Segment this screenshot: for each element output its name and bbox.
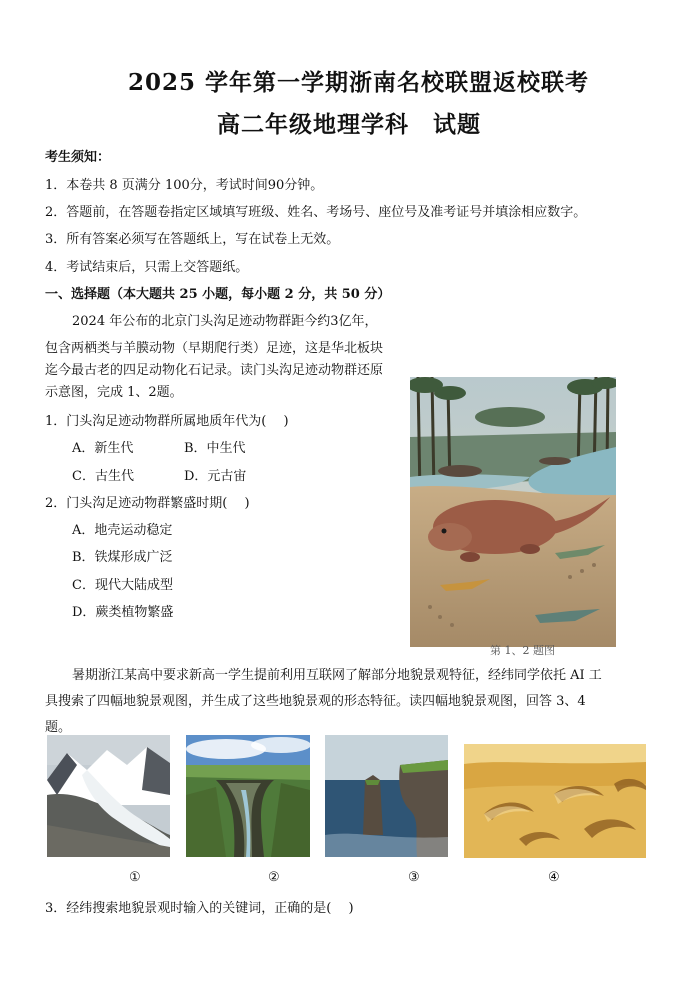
question-2-stem: 2．门头沟足迹动物群繁盛时期( ) <box>45 496 250 511</box>
question-2-option-a: A．地壳运动稳定 <box>72 523 173 538</box>
photo-label-4: ④ <box>548 870 560 885</box>
notice-item: 3．所有答案必须写在答题纸上，写在试卷上无效。 <box>45 232 340 247</box>
landform-photo-sea-stack <box>325 735 448 857</box>
passage-line: 包含两栖类与羊膜动物（早期爬行类）足迹，这是华北板块 <box>45 341 384 356</box>
passage-line: 具搜索了四幅地貌景观图，并生成了这些地貌景观的形态特征。读四幅地貌景观图，回答 3、4 <box>45 694 586 709</box>
notice-item: 1．本卷共 8 页满分 100分，考试时间90分钟。 <box>45 178 324 193</box>
notice-item: 4．考试结束后，只需上交答题纸。 <box>45 260 249 275</box>
fossil-reconstruction-image <box>410 377 616 647</box>
question-3-stem: 3．经纬搜索地貌景观时输入的关键词，正确的是( ) <box>45 901 354 916</box>
passage-line: 示意图，完成 1、2题。 <box>45 385 183 400</box>
figure-caption: 第 1、2 题图 <box>490 644 555 657</box>
passage-line: 暑期浙江某高中要求新高一学生提前利用互联网了解部分地貌景观特征，经纬同学依托 AI 工 <box>72 668 602 683</box>
photo-label-3: ③ <box>408 870 420 885</box>
question-1-option-a: A．新生代 <box>72 441 134 456</box>
notice-item: 2．答题前，在答题卷指定区域填写班级、姓名、考场号、座位号及准考证号并填涂相应数字。 <box>45 205 587 220</box>
photo-label-1: ① <box>129 870 141 885</box>
question-2-option-c: C．现代大陆成型 <box>72 578 173 593</box>
exam-title: 2025 学年第一学期浙南名校联盟返校联考 <box>128 69 590 96</box>
photo-label-2: ② <box>268 870 280 885</box>
question-1-option-d: D．元古宙 <box>184 469 247 484</box>
notice-heading: 考生须知： <box>45 150 111 165</box>
question-2-option-b: B．铁煤形成广泛 <box>72 550 173 565</box>
landform-photo-canyon <box>186 735 310 857</box>
question-2-option-d: D．蕨类植物繁盛 <box>72 605 174 620</box>
passage-line: 2024 年公布的北京门头沟足迹动物群距今约3亿年， <box>72 314 378 329</box>
landform-photo-glacier <box>47 735 170 857</box>
section-heading: 一、选择题（本大题共 25 小题，每小题 2 分，共 50 分） <box>45 287 391 302</box>
question-1-stem: 1．门头沟足迹动物群所属地质年代为( ) <box>45 414 289 429</box>
question-1-option-b: B．中生代 <box>184 441 246 456</box>
exam-subtitle: 高二年级地理学科 试题 <box>217 111 481 138</box>
passage-line: 迄今最古老的四足动物化石记录。读门头沟足迹动物群还原 <box>45 363 384 378</box>
passage-line: 题。 <box>45 720 72 735</box>
question-1-option-c: C．古生代 <box>72 469 134 484</box>
landform-photo-dunes <box>464 744 646 858</box>
